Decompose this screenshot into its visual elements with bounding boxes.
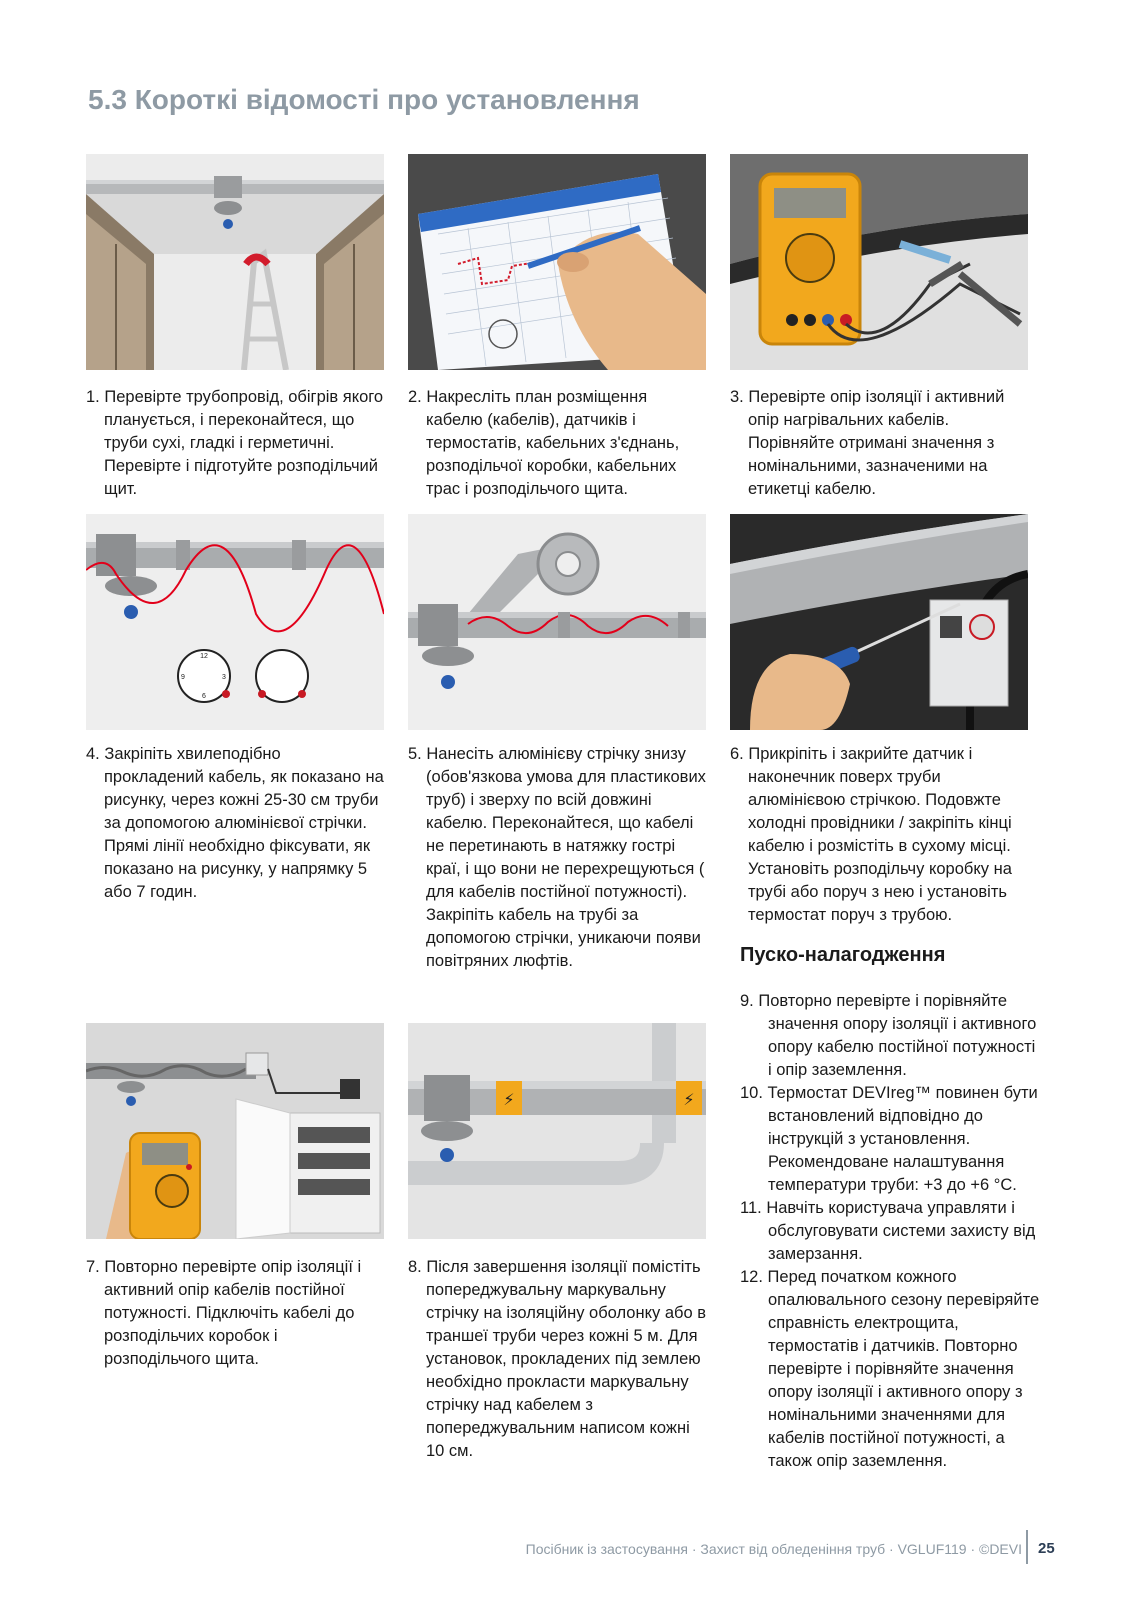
illustration-wave-cable bbox=[86, 514, 384, 730]
svg-text:⚡: ⚡ bbox=[683, 1090, 695, 1109]
step-text: Прикріпіть і закрийте датчик і наконечник поверх труби алюмінієвою стрічкою. Подовжте холодні провідники / закріпіть кінці кабелю і розмістіть в сухому місці. Установіть розподільчу коробку на трубі або поруч з нею і установіть термостат поруч з трубою. bbox=[748, 745, 1012, 924]
svg-text:⚡: ⚡ bbox=[503, 1090, 515, 1109]
step-text: Після завершення ізоляції помістіть попереджувальну маркувальну стрічку на ізоляційну оболонку або в траншеї труби через кожні 5 м. Для установок, прокладених під землею необхідно прокласти маркувальну стрічку над кабелем з попереджувальним написом кожні 10 см. bbox=[426, 1258, 706, 1460]
clock-label-6: 6 bbox=[202, 693, 206, 700]
step-number: 4. bbox=[86, 745, 100, 763]
list-item bbox=[740, 1082, 1040, 1197]
illustration-distribution-board bbox=[86, 1023, 384, 1239]
item-text: Навчіть користувача управляти і обслуговувати системи захисту від замерзання. bbox=[766, 1199, 1036, 1263]
step-number: 7. bbox=[86, 1258, 100, 1276]
clock-label-3: 3 bbox=[222, 674, 226, 681]
step-text: Повторно перевірте опір ізоляції і активний опір кабелів постійної потужності. Підключіть кабелі до розподільчих коробок і розподільчого щита. bbox=[104, 1258, 362, 1368]
step-number: 3. bbox=[730, 388, 744, 406]
clock-label-9: 9 bbox=[181, 674, 185, 681]
step-text: Накресліть план розміщення кабелю (кабелів), датчиків і термостатів, кабельних з'єднань, розподільчої коробки, кабельних трас і розподільчого щита. bbox=[426, 388, 680, 498]
step-2 bbox=[408, 386, 706, 501]
step-1 bbox=[86, 386, 384, 501]
item-number: 9. bbox=[740, 992, 754, 1010]
step-text: Закріпіть хвилеподібно прокладений кабель, як показано на рисунку, через кожні 25-30 см труби за допомогою алюмінієвої стрічки. Прямі лінії необхідно фіксувати, як показано на рисунку, у напрямку 5 або 7 годин. bbox=[104, 745, 384, 901]
item-number: 12. bbox=[740, 1268, 763, 1286]
list-item bbox=[740, 1197, 1040, 1266]
step-text: Перевірте трубопровід, обігрів якого планується, і переконайтеся, що труби сухі, гладкі і герметичні. Перевірте і підготуйте розподільчий щит. bbox=[104, 388, 384, 498]
commissioning-title: Пуско-налагодження bbox=[740, 944, 946, 966]
item-number: 11. bbox=[740, 1199, 762, 1217]
step-number: 1. bbox=[86, 388, 100, 406]
footer-divider bbox=[1026, 1530, 1028, 1564]
page-number: 25 bbox=[1038, 1540, 1055, 1557]
illustration-thermostat-install bbox=[730, 514, 1028, 730]
step-number: 6. bbox=[730, 745, 744, 763]
step-7 bbox=[86, 1256, 384, 1371]
item-number: 10. bbox=[740, 1084, 763, 1102]
illustration-aluminium-tape bbox=[408, 514, 706, 730]
clock-label-12: 12 bbox=[200, 653, 208, 660]
step-6 bbox=[730, 743, 1028, 927]
item-text: Термостат DEVIreg™ повинен бути встановлений відповідно до інструкцій з установлення. Рекомендоване налаштування температури труби: +3 до +6 °C. bbox=[767, 1084, 1038, 1194]
step-text: Нанесіть алюмінієву стрічку знизу (обов'язкова умова для пластикових труб) і зверху по всій довжині кабелю. Переконайтеся, що кабелі не перетинають в натяжку гострі краї, і що вони не перехрещуються ( для кабелів постійної потужності). Закріпіть кабель на трубі за допомогою стрічки, уникаючи появи повітряних люфтів. bbox=[426, 745, 706, 970]
illustration-pipe-inspection bbox=[86, 154, 384, 370]
illustration-multimeter-test bbox=[730, 154, 1028, 370]
step-3 bbox=[730, 386, 1028, 501]
footer-text: Посібник із застосування · Захист від обледеніння труб · VGLUF119 · ©DEVI bbox=[525, 1541, 1022, 1557]
item-text: Повторно перевірте і порівняйте значення опору ізоляції і активного опору кабелю постійної потужності і опір заземлення. bbox=[758, 992, 1037, 1079]
step-5 bbox=[408, 743, 706, 973]
step-8 bbox=[408, 1256, 706, 1463]
list-item bbox=[740, 1266, 1040, 1473]
step-text: Перевірте опір ізоляції і активний опір нагрівальних кабелів. Порівняйте отримані значення з номінальними, зазначеними на етикетці кабелю. bbox=[748, 388, 1005, 498]
step-number: 2. bbox=[408, 388, 422, 406]
step-number: 8. bbox=[408, 1258, 422, 1276]
item-text: Перед початком кожного опалювального сезону перевіряйте справність електрощита, термостатів і датчиків. Повторно перевірте і порівняйте значення опору ізоляції і активного опору з номінальними значеннями для кабелів постійної потужності, а також опір заземлення. bbox=[767, 1268, 1040, 1470]
list-item bbox=[740, 990, 1040, 1082]
step-number: 5. bbox=[408, 745, 422, 763]
page-title: 5.3 Короткі відомості про установлення bbox=[88, 84, 640, 115]
illustration-drawing-plan bbox=[408, 154, 706, 370]
illustration-warning-tape bbox=[408, 1023, 706, 1239]
step-4 bbox=[86, 743, 384, 904]
commissioning-list bbox=[740, 990, 1040, 1473]
